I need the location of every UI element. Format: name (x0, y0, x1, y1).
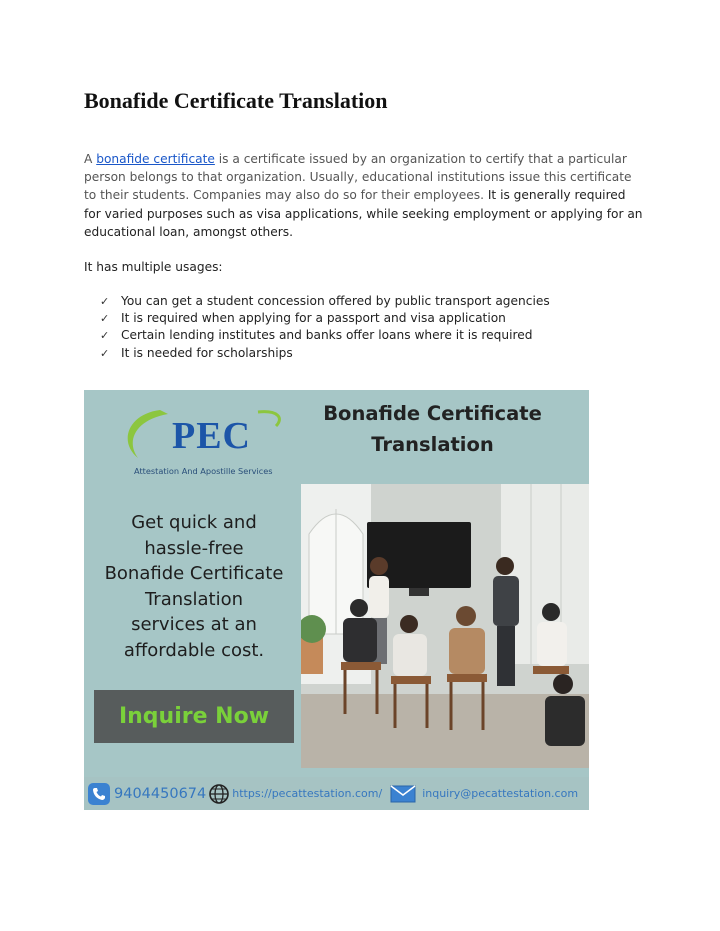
promo-line: affordable cost. (123, 639, 265, 661)
phone-icon (88, 783, 110, 805)
intro-prefix: A (84, 152, 97, 166)
logo-text: PEC (172, 415, 251, 457)
contact-bar (84, 777, 589, 810)
document-title: Bonafide Certificate Translation (84, 88, 388, 113)
promo-line: services at an (131, 614, 257, 635)
list-item (100, 310, 550, 327)
checkmark-icon: ✓ (100, 295, 110, 308)
classroom-photo-illustration (301, 484, 589, 768)
promo-line: Get quick and (131, 512, 257, 533)
list-item-text: You can get a student concession offered by public transport agencies (121, 294, 550, 308)
classroom-photo (301, 484, 589, 768)
list-item (100, 293, 550, 310)
banner-title-line: Translation (371, 433, 494, 456)
list-item (100, 345, 550, 362)
usage-list (100, 293, 550, 362)
bonafide-certificate-link[interactable]: bonafide certificate (96, 152, 215, 166)
checkmark-icon: ✓ (100, 329, 110, 343)
logo-subtitle: Attestation And Apostille Services (134, 466, 273, 476)
email-link[interactable]: inquiry@pecattestation.com (422, 787, 579, 800)
promo-line: Bonafide Certificate (104, 563, 284, 584)
banner-title-line: Bonafide Certificate (323, 402, 542, 425)
list-item (100, 327, 550, 344)
banner-title (290, 398, 575, 460)
promo-banner (84, 390, 589, 810)
intro-gray-text: is a certificate issued by an organization to certify that a particular person belongs to that organization. Usually, educational institutions issue this certificate to their students. Companies may also do so for their employees. (84, 152, 632, 203)
promo-text (94, 510, 294, 663)
intro-dark-text: It is generally required for varied purposes such as visa applications, while seeking employment or applying for an educational loan, amongst others. (84, 188, 643, 239)
globe-icon (208, 783, 230, 805)
usages-intro: It has multiple usages: (84, 260, 223, 274)
promo-line: Translation (144, 588, 244, 610)
list-item-text: It is needed for scholarships (121, 345, 293, 360)
checkmark-icon: ✓ (100, 346, 110, 360)
list-item-text: Certain lending institutes and banks offer loans where it is required (121, 328, 533, 343)
promo-line: hassle-free (144, 537, 244, 559)
checkmark-icon: ✓ (100, 312, 110, 326)
intro-paragraph (84, 150, 644, 241)
phone-number[interactable]: 9404450674 (114, 785, 207, 802)
mail-icon (390, 785, 416, 803)
website-link[interactable]: https://pecattestation.com/ (232, 787, 383, 800)
pec-logo (108, 402, 288, 476)
inquire-now-button[interactable]: Inquire Now (94, 690, 294, 743)
list-item-text: It is required when applying for a passport and visa application (121, 311, 506, 326)
